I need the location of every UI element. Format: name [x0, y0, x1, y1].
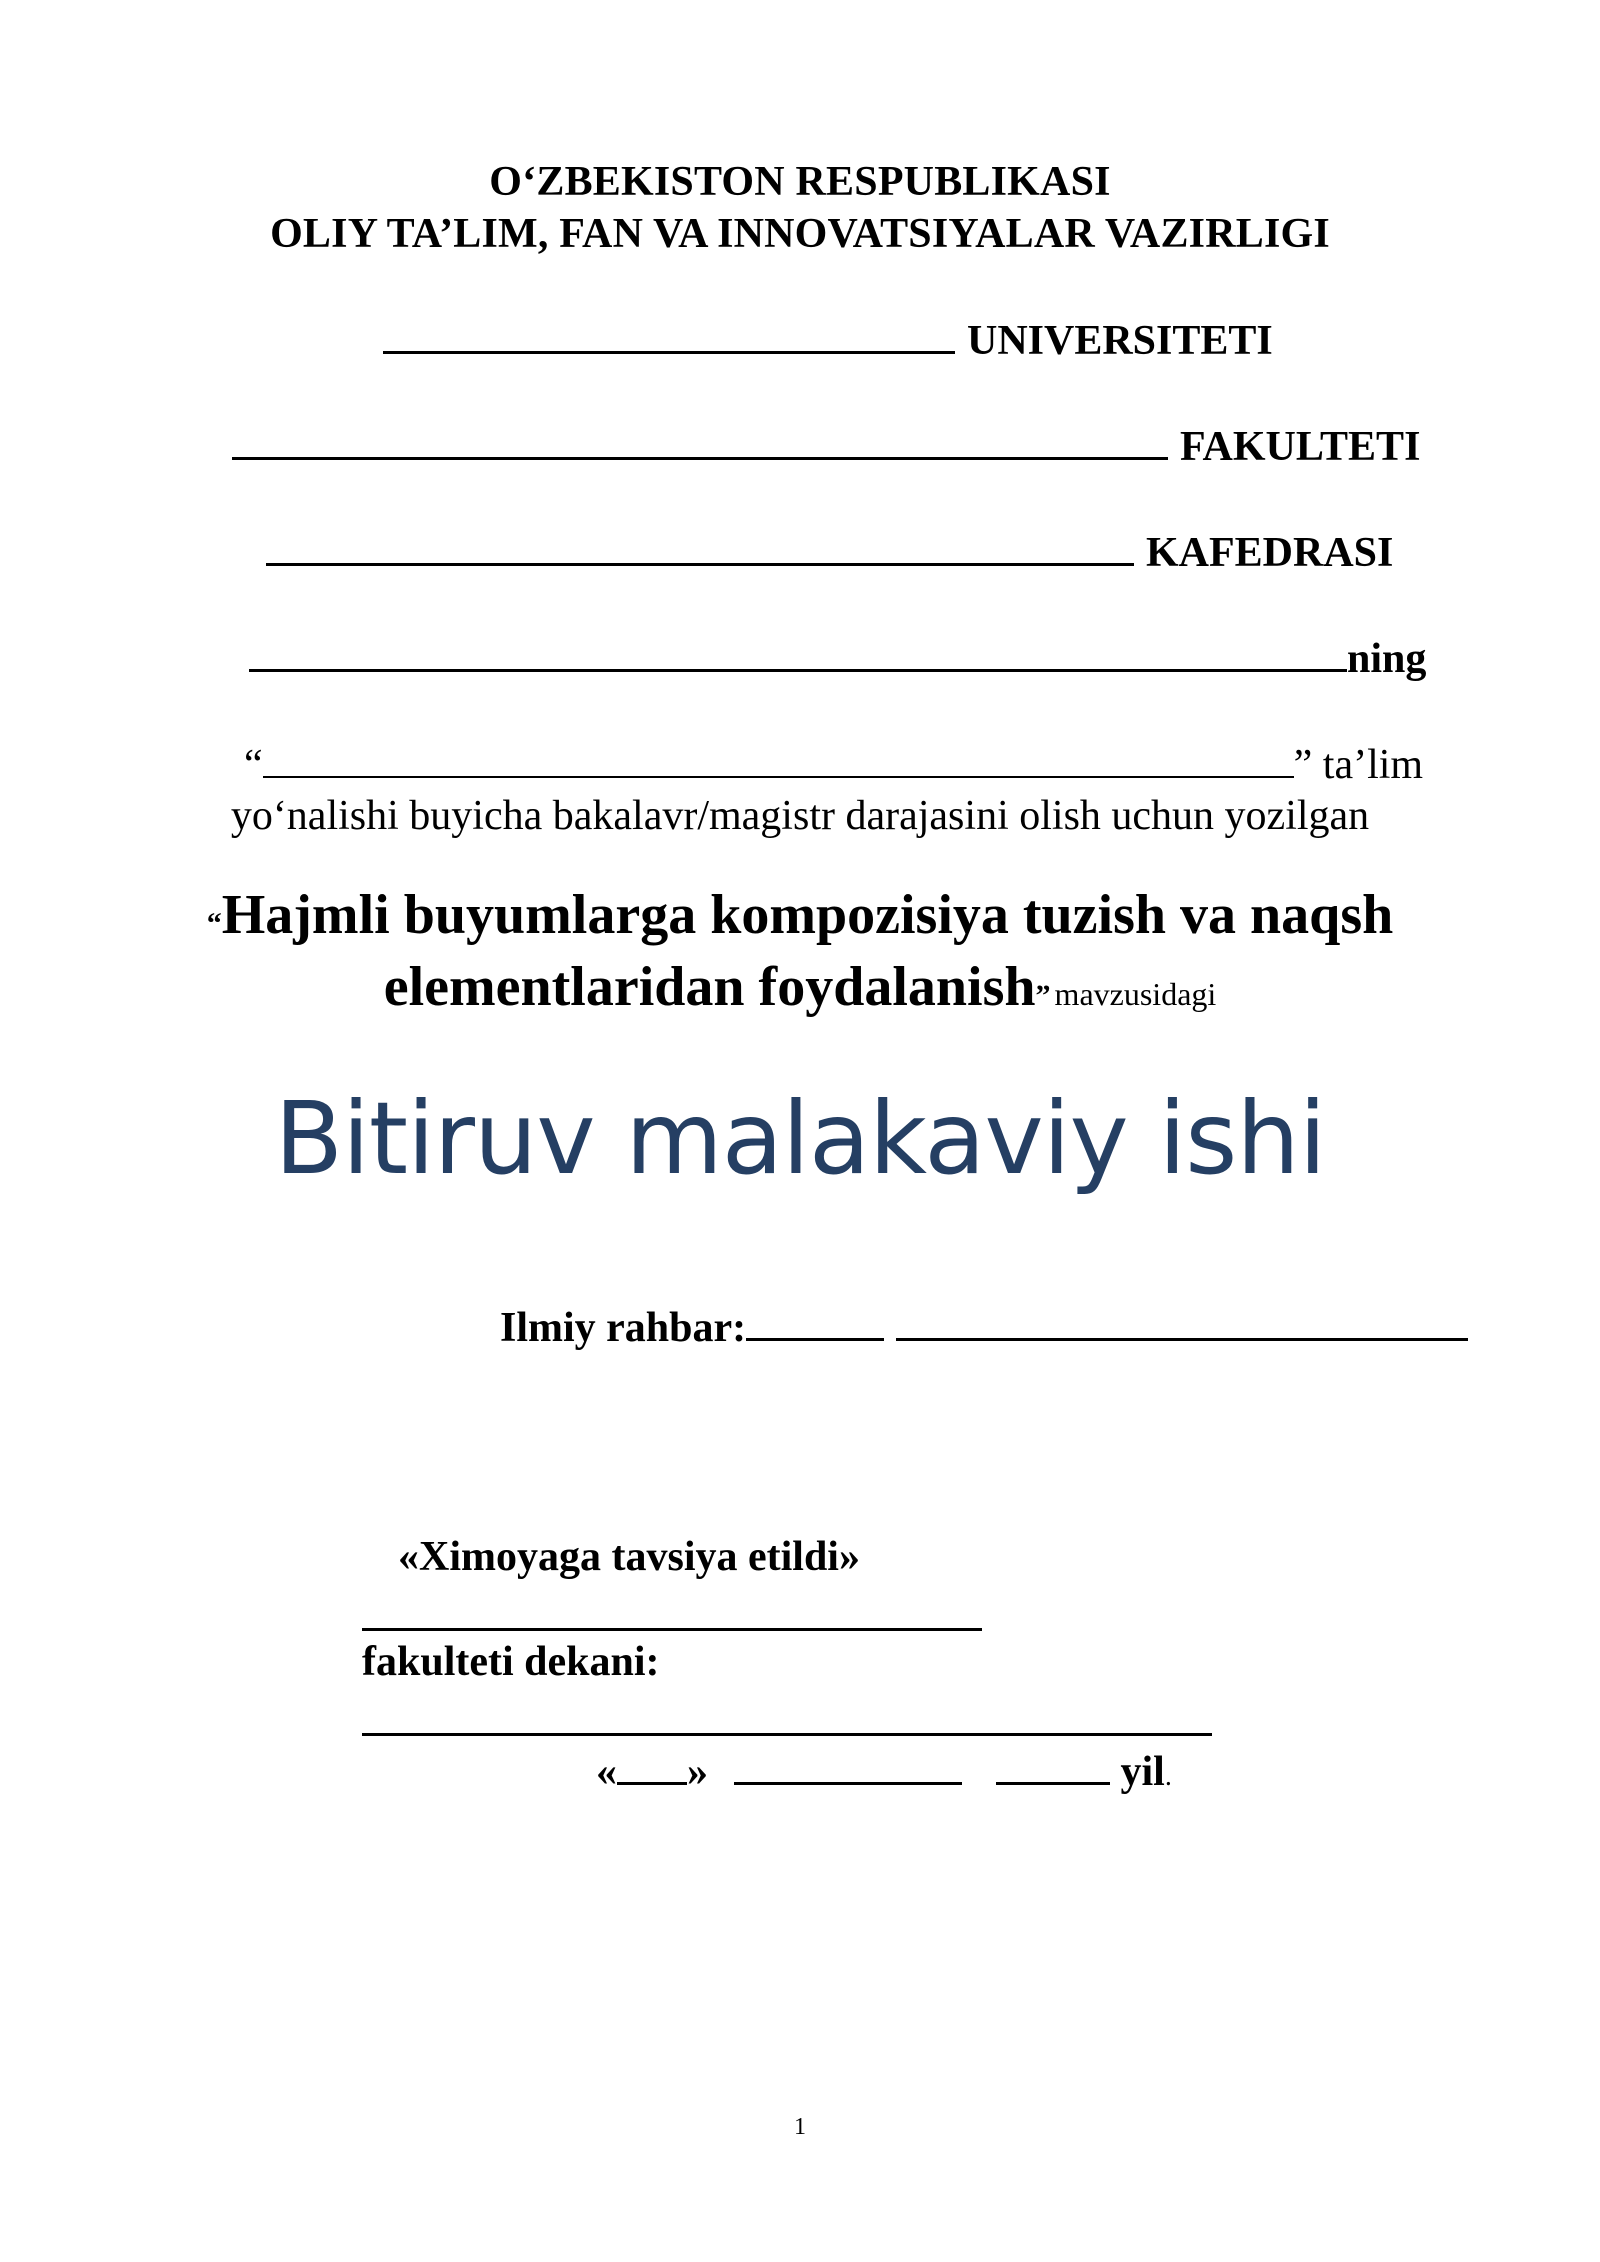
department-blank[interactable]: [266, 527, 1134, 566]
year-label: yil: [1120, 1749, 1165, 1795]
dean-signature-line: [362, 1697, 1212, 1741]
faculty-row: [232, 421, 1420, 471]
supervisor-initials-blank[interactable]: [746, 1302, 884, 1341]
document-title: Bitiruv malakaviy ishi: [274, 1080, 1326, 1197]
direction-open-quote: “: [244, 742, 263, 788]
theme-open-quote: “: [206, 907, 222, 940]
department-label: KAFEDRASI: [1146, 530, 1394, 576]
direction-row: [244, 740, 1423, 789]
student-row: [249, 633, 1426, 683]
supervisor-row: [500, 1302, 1468, 1352]
university-label: UNIVERSITETI: [967, 318, 1273, 364]
month-blank[interactable]: [734, 1746, 962, 1785]
header-country: O‘ZBEKISTON RESPUBLIKASI: [489, 159, 1111, 205]
date-close-quote: »: [687, 1749, 708, 1795]
faculty-blank[interactable]: [232, 421, 1168, 460]
date-row: [596, 1746, 1172, 1796]
theme-title-part1: Hajmli buyumlarga kompozisiya tuzish va naqsh: [221, 884, 1394, 946]
faculty-name-blank[interactable]: [362, 1592, 982, 1631]
direction-description: yo‘nalishi buyicha bakalavr/magistr darajasini olish uchun yozilgan: [230, 793, 1370, 839]
recommendation-text: «Ximoyaga tavsiya etildi»: [398, 1534, 860, 1580]
faculty-label: FAKULTETI: [1180, 424, 1421, 470]
theme-title-part2: elementlaridan foydalanish: [383, 956, 1036, 1018]
direction-blank[interactable]: [263, 740, 1294, 778]
dean-signature-blank[interactable]: [362, 1697, 1212, 1736]
university-blank[interactable]: [383, 315, 955, 354]
year-blank[interactable]: [996, 1746, 1110, 1785]
theme-line-2: [0, 955, 1600, 1019]
year-period: .: [1164, 1761, 1172, 1792]
page-number: 1: [794, 2114, 806, 2140]
department-row: [266, 527, 1393, 577]
student-suffix: ning: [1347, 636, 1427, 682]
date-open-quote: «: [596, 1749, 617, 1795]
supervisor-name-blank[interactable]: [896, 1302, 1468, 1341]
dean-label: fakulteti dekani:: [362, 1639, 660, 1685]
theme-close-quote: ”: [1035, 979, 1051, 1012]
supervisor-label: Ilmiy rahbar:: [500, 1305, 747, 1351]
day-blank[interactable]: [617, 1746, 687, 1785]
header-ministry: OLIY TA’LIM, FAN VA INNOVATSIYALAR VAZIRLIGI: [270, 211, 1330, 257]
theme-suffix: mavzusidagi: [1054, 976, 1217, 1012]
direction-close-quote: ” ta’lim: [1293, 742, 1424, 788]
faculty-name-line: [362, 1592, 982, 1636]
theme-line-1: [0, 883, 1600, 947]
student-name-blank[interactable]: [249, 633, 1347, 672]
university-row: [383, 315, 1273, 365]
